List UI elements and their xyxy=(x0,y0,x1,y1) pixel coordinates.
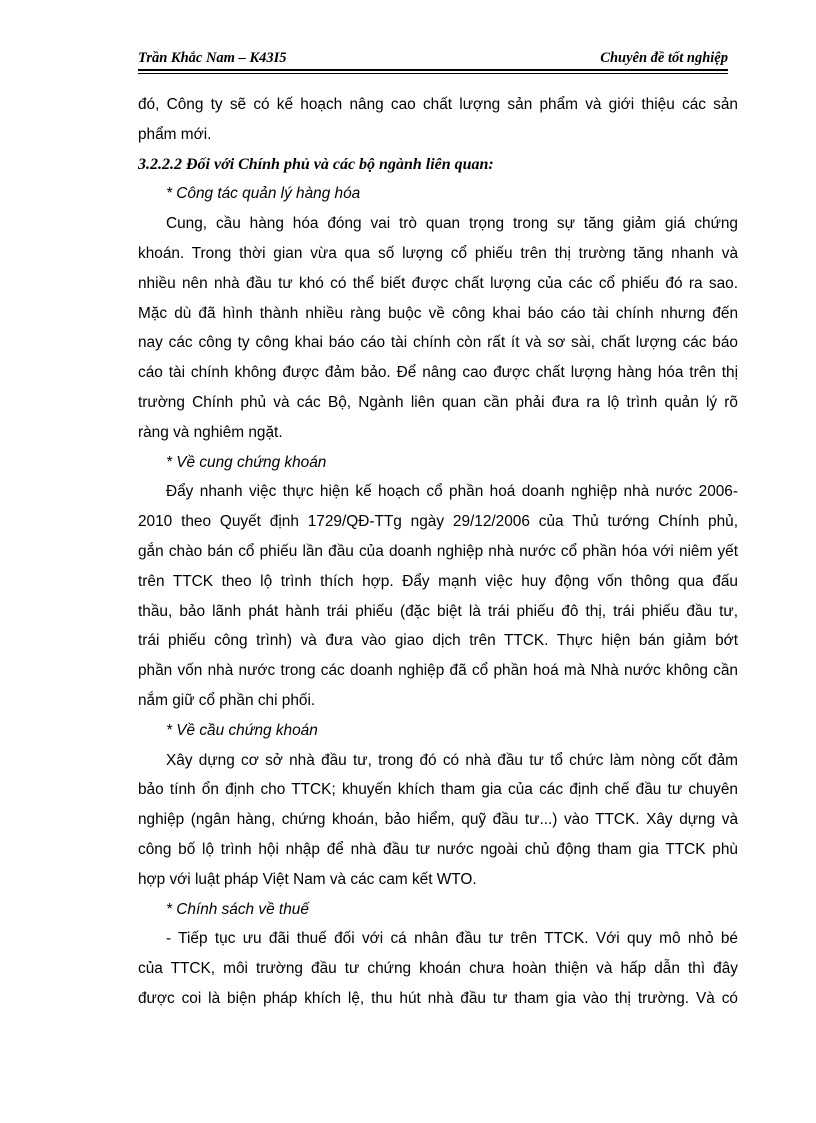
text-line: hợp với luật pháp Việt Nam và các cam kết WTO. xyxy=(138,870,477,888)
text-line: Đẩy nhanh việc thực hiện kế hoạch cổ phần hoá doanh nghiệp nhà nước 2006- xyxy=(166,483,738,501)
text-line: đó, Công ty sẽ có kế hoạch nâng cao chất lượng sản phẩm và giới thiệu các sản xyxy=(138,96,738,113)
text-line: thầu, bảo lãnh phát hành trái phiếu (đặc biệt là trái phiếu đô thị, trái phiếu đầu tư, xyxy=(138,602,738,620)
text-line: của TTCK, môi trường đầu tư chứng khoán chưa hoàn thiện và hấp dẫn thì đây xyxy=(138,960,738,978)
text-line: trường Chính phủ và các Bộ, Ngành liên quan cần phải đưa ra lộ trình quản lý rõ xyxy=(138,393,738,411)
text-line: Xây dựng cơ sở nhà đầu tư, trong đó có nhà đầu tư tổ chức làm nòng cốt đảm xyxy=(166,751,738,769)
page-header xyxy=(138,50,728,68)
text-line: nghiệp (ngân hàng, chứng khoán, bảo hiểm, quỹ đầu tư...) vào TTCK. Xây dựng và xyxy=(138,811,738,829)
section-heading: 3.2.2.2 Đối với Chính phủ và các bộ ngành liên quan: xyxy=(138,155,494,173)
text-line: được coi là biện pháp khích lệ, thu hút nhà đầu tư tham gia vào thị trường. Và có xyxy=(138,989,738,1007)
text-line: công bố lộ trình hội nhập để nhà đầu tư nước ngoài chủ động tham gia TTCK phù xyxy=(138,840,738,858)
text-line: Cung, cầu hàng hóa đóng vai trò quan trọng trong sự tăng giảm giá chứng xyxy=(166,215,738,233)
text-line: nhiều nên nhà đầu tư khó có thể biết được chất lượng của các cổ phiếu đó ra sao. xyxy=(138,274,738,292)
text-line: nắm giữ cổ phần chi phối. xyxy=(138,691,316,709)
text-line: - Tiếp tục ưu đãi thuế đối với cá nhân đầu tư trên TTCK. Với quy mô nhỏ bé xyxy=(166,930,738,948)
subheading: * Về cầu chứng khoán xyxy=(166,721,318,739)
text-line: ràng và nghiêm ngặt. xyxy=(138,423,283,441)
text-line: 2010 theo Quyết định 1729/QĐ-TTg ngày 29/12/2006 của Thủ tướng Chính phủ, xyxy=(138,513,738,531)
header-author: Trần Khắc Nam – K43I5 xyxy=(138,50,287,66)
subheading: * Công tác quản lý hàng hóa xyxy=(166,185,361,203)
header-title: Chuyên đề tốt nghiệp xyxy=(600,50,728,66)
text-line: bảo tính ổn định cho TTCK; khuyến khích tham gia của các định chế đầu tư chuyên xyxy=(138,781,738,799)
subheading: * Về cung chứng khoán xyxy=(166,453,327,471)
text-line: trái phiếu công trình) và đưa vào giao dịch trên TTCK. Thực hiện bán giảm bớt xyxy=(138,632,738,650)
subheading: * Chính sách về thuế xyxy=(166,900,309,918)
text-line: gắn chào bán cổ phiếu lần đầu của doanh nghiệp nhà nước cổ phần hóa với niêm yết xyxy=(138,542,738,560)
document-body xyxy=(138,90,738,1014)
text-line: Mặc dù đã hình thành nhiều ràng buộc về công khai báo cáo tài chính nhưng đến xyxy=(138,304,738,322)
text-line: trên TTCK theo lộ trình thích hợp. Đẩy mạnh việc huy động vốn thông qua đấu xyxy=(138,572,738,590)
text-line: phần vốn nhà nước trong các doanh nghiệp đã cổ phần hoá mà Nhà nước không cần xyxy=(138,662,738,680)
header-rule-thick xyxy=(138,69,728,71)
text-line: nay các công ty công khai báo cáo tài chính còn rất ít và sơ sài, chất lượng các báo xyxy=(138,334,738,352)
text-line: khoán. Trong thời gian vừa qua số lượng cổ phiếu trên thị trường tăng nhanh và xyxy=(138,244,738,262)
text-line: phẩm mới. xyxy=(138,125,212,143)
header-rule-thin xyxy=(138,73,728,74)
text-line: cáo tài chính không được đảm bảo. Để nâng cao được chất lượng hàng hóa trên thị xyxy=(138,364,738,382)
